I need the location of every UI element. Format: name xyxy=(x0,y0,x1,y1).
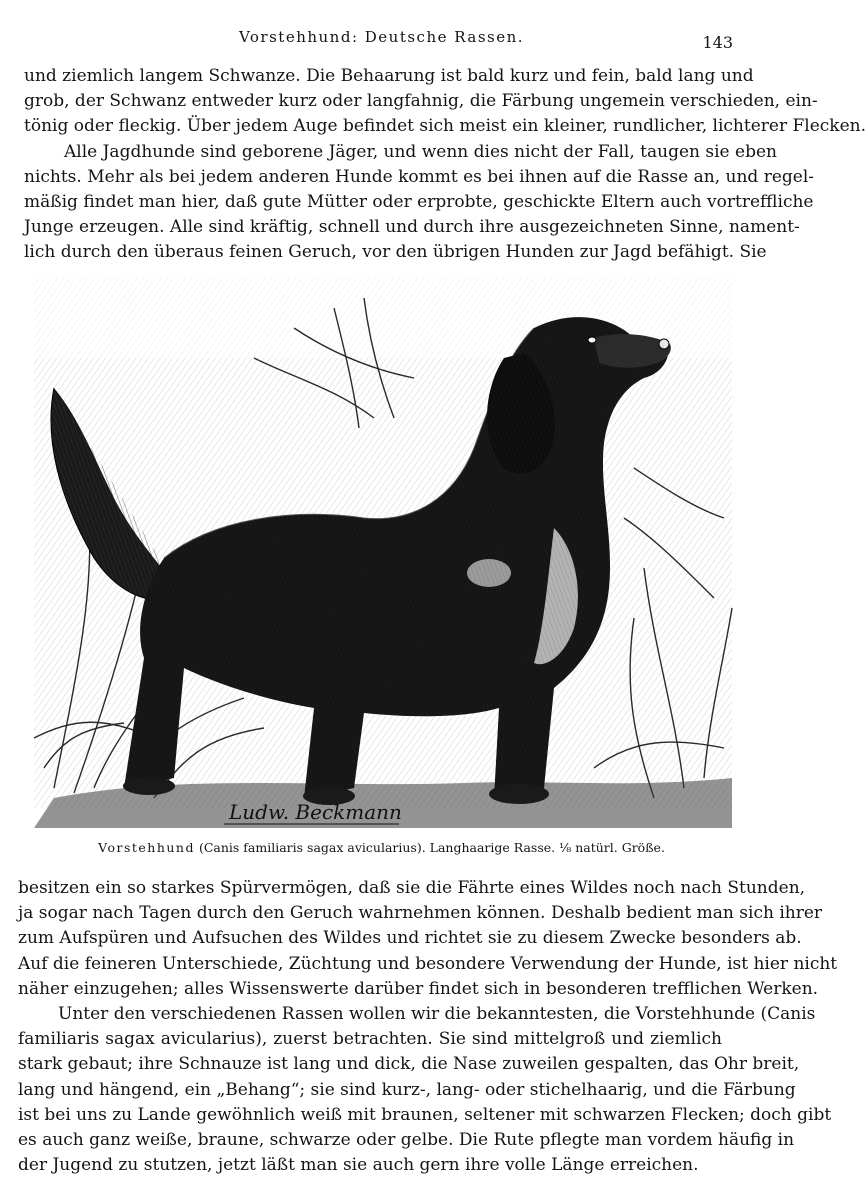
text-line: lich durch den überaus feinen Geruch, vor den übrigen Hunden zur Jagd befähigt. Sie xyxy=(24,242,767,263)
text-line: grob, der Schwanz entweder kurz oder langfahnig, die Färbung ungemein verschieden, ein- xyxy=(24,91,818,112)
text-line: nichts. Mehr als bei jedem anderen Hunde kommt es bei ihnen auf die Rasse an, und regel- xyxy=(24,166,815,187)
artist-signature: Ludw. Beckmann xyxy=(229,800,402,824)
text-line: ist bei uns zu Lande gewöhnlich weiß mit braunen, seltener mit schwarzen Flecken; doch gibt xyxy=(18,1104,832,1125)
text-line: besitzen ein so starkes Spürvermögen, daß sie die Fährte eines Wildes noch nach Stunden, xyxy=(18,878,806,898)
bottom-paragraph xyxy=(18,876,838,1178)
caption-german-name: Vorstehhund xyxy=(98,840,195,855)
text-line: ja sogar nach Tagen durch den Geruch wahrnehmen können. Deshalb bedient man sich ihrer xyxy=(18,903,823,924)
dog-illustration xyxy=(34,268,732,828)
page-number: 143 xyxy=(702,33,733,52)
text-line: Unter den verschiedenen Rassen wollen wir die bekanntesten, die Vorstehhunde (Canis xyxy=(58,1004,816,1025)
caption-latin-name: (Canis familiaris sagax avicularius). xyxy=(198,840,426,855)
text-line: zum Aufspüren und Aufsuchen des Wildes und richtet sie zu diesem Zwecke besonders ab. xyxy=(18,928,802,949)
text-line: näher einzugehen; alles Wissenswerte darüber findet sich in besonderen trefflichen Werken. xyxy=(18,978,819,999)
text-line: und ziemlich langem Schwanze. Die Behaarung ist bald kurz und fein, bald lang und xyxy=(24,66,754,86)
text-line: Auf die feineren Unterschiede, Züchtung und besondere Verwendung der Hunde, ist hier nicht xyxy=(18,953,838,974)
caption-scale: ⅛ natürl. Größe. xyxy=(559,840,665,855)
text-line: mäßig findet man hier, daß gute Mütter oder erprobte, geschickte Eltern auch vortreffliche xyxy=(24,192,814,213)
top-paragraph xyxy=(24,64,866,266)
text-line: tönig oder fleckig. Über jedem Auge befindet sich meist ein kleiner, rundlicher, lichterer Flecken. xyxy=(24,116,866,137)
text-line: der Jugend zu stutzen, jetzt läßt man sie auch gern ihre volle Länge erreichen. xyxy=(18,1155,699,1176)
text-line: stark gebaut; ihre Schnauze ist lang und dick, die Nase zuweilen gespalten, das Ohr breit, xyxy=(18,1054,800,1075)
text-line: lang und hängend, ein „Behang“; sie sind kurz-, lang- oder stichelhaarig, und die Färbung xyxy=(18,1079,796,1100)
text-line: familiaris sagax avicularius), zuerst betrachten. Sie sind mittelgroß und ziemlich xyxy=(18,1029,722,1050)
text-line: es auch ganz weiße, braune, schwarze oder gelbe. Die Rute pflegte man vordem häufig in xyxy=(18,1130,795,1151)
figure-caption xyxy=(0,840,763,855)
running-head: Vorstehhund: Deutsche Rassen. xyxy=(238,28,525,46)
caption-breed: Langhaarige Rasse. xyxy=(429,840,556,855)
text-line: Junge erzeugen. Alle sind kräftig, schnell und durch ihre ausgezeichneten Sinne, nament- xyxy=(24,217,800,238)
text-line: Alle Jagdhunde sind geborene Jäger, und wenn dies nicht der Fall, taugen sie eben xyxy=(64,141,777,162)
